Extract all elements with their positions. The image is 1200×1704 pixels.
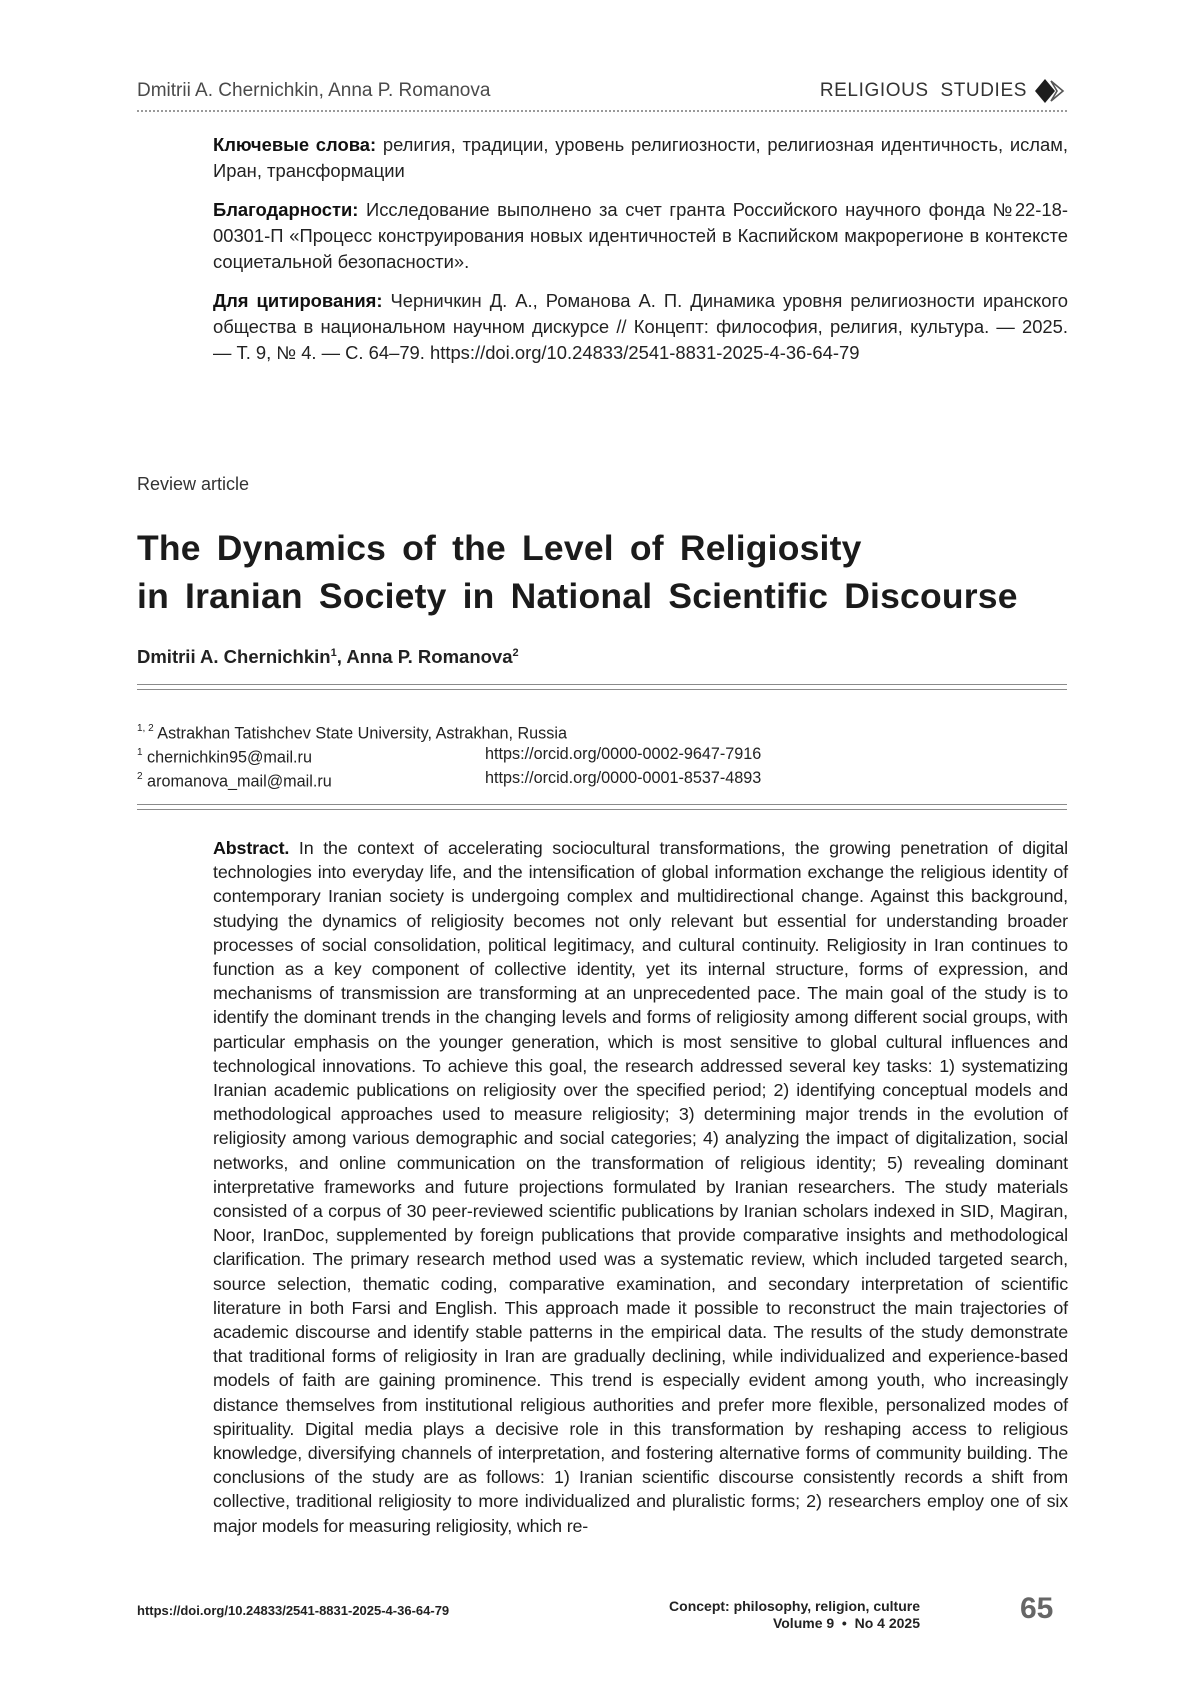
author-2-name: Anna P. Romanova xyxy=(346,646,513,667)
running-header-section: RELIGIOUS STUDIES xyxy=(819,80,1027,101)
author-1-sup: 1 xyxy=(330,646,337,659)
email-1-sup: 1 xyxy=(137,747,143,758)
author-2-sup: 2 xyxy=(512,646,519,659)
affiliation-text: Astrakhan Tatishchev State University, Astrakhan, Russia xyxy=(153,724,567,743)
author-2-contact xyxy=(137,766,1067,790)
citation-label: Для цитирования: xyxy=(213,290,383,311)
author-1-name: Dmitrii A. Chernichkin xyxy=(137,646,331,667)
title-line-2: in Iranian Society in National Scientific Discourse xyxy=(137,576,1018,616)
divider-top xyxy=(137,684,1067,690)
abstract xyxy=(213,836,1068,1538)
running-header-authors: Dmitrii A. Chernichkin, Anna P. Romanova xyxy=(137,80,491,101)
keywords-text: религия, традиции, уровень религиозности, религиозная идентичность, ислам, Иран, трансформации xyxy=(213,134,1068,181)
footer-journal-name: Concept: philosophy, religion, culture xyxy=(669,1598,920,1614)
abstract-text: In the context of accelerating sociocultural transformations, the growing penetration of digital technologies into everyday life, and the intensification of global information exchange the religious identity of contemporary Iranian society is undergoing complex and multidirectional change. Against this background, studying the dynamics of religiosity becomes not only relevant but essential for understanding broader processes of social consolidation, political legitimacy, and cultural continuity. Religiosity in Iran continues to function as a key component of collective identity, yet its internal structure, forms of expression, and mechanisms of transmission are transforming at an unprecedented pace. The main goal of the study is to identify the dominant trends in the changing levels and forms of religiosity among different social groups, with particular emphasis on the younger generation, which is most sensitive to global cultural influences and technological innovations. To achieve this goal, the research addressed several key tasks: 1) systematizing Iranian academic publications on religiosity over the specified period; 2) identifying conceptual models and methodological approaches used to measure religiosity; 3) determining major trends in the evolution of religiosity among various demographic and social categories; 4) analyzing the impact of digitalization, social networks, and online communication on the transformation of religious identity; 5) revealing dominant interpretative frameworks and future projections formulated by Iranian researchers. The study materials consisted of a corpus of 30 peer-reviewed scientific publications by Iranian scholars indexed in SID, Magiran, Noor, IranDoc, supplemented by foreign publications that provide comparative insights and methodological clarification. The primary research method used was a systematic review, which included targeted search, source selection, thematic coding, comparative examination, and secondary interpretation of scientific literature in both Farsi and English. This approach made it possible to reconstruct the main trajectories of academic discourse and identify stable patterns in the empirical data. The results of the study demonstrate that traditional forms of religiosity in Iran are gradually declining, while individualized and experience-based models of faith are gaining prominence. This trend is especially evident among youth, who increasingly distance themselves from institutional religious authorities and prefer more flexible, personalized modes of spirituality. Digital media plays a decisive role in this transformation by reshaping access to religious knowledge, diversifying channels of interpretation, and fostering alternative forms of community building. The conclusions of the study are as follows: 1) Iranian scientific discourse consistently records a shift from collective, traditional religiosity to more individualized and pluralistic forms; 2) researchers employ one of six major models for measuring religiosity, which re- xyxy=(213,838,1068,1536)
author-1-contact xyxy=(137,742,1067,766)
author-separator: , xyxy=(336,646,347,667)
affiliations xyxy=(137,718,1067,790)
author-list xyxy=(137,646,519,668)
acknowledgements-text: Исследование выполнено за счет гранта Российского научного фонда №22-18-00301-П «Процесс конструирования новых идентичностей в Каспийском макрорегионе в контексте социетальной безопасности». xyxy=(213,199,1068,272)
divider-bottom xyxy=(137,804,1067,810)
email-2-sup: 2 xyxy=(137,771,143,782)
running-header xyxy=(137,74,1067,112)
citation-text: Черничкин Д. А., Романова А. П. Динамика уровня религиозности иранского общества в национальном научном дискурсе // Концепт: философия, религия, культура. — 2025. — Т. 9, № 4. — С. 64–79. https://doi.org/10.24833/2541-8831-2025-4-36-64-79 xyxy=(213,290,1069,363)
abstract-label: Abstract. xyxy=(213,838,290,858)
affiliation-row xyxy=(137,718,1067,742)
acknowledgements-paragraph xyxy=(213,197,1068,275)
affiliation-sup: 1, 2 xyxy=(137,723,154,734)
orcid-2-link[interactable]: https://orcid.org/0000-0001-8537-4893 xyxy=(485,769,762,787)
keywords-paragraph xyxy=(213,132,1068,184)
keywords-label: Ключевые слова: xyxy=(213,134,377,155)
footer-journal xyxy=(620,1598,920,1632)
article-type: Review article xyxy=(137,474,250,494)
article-title xyxy=(137,524,1097,620)
email-1-link[interactable]: chernichkin95@mail.ru xyxy=(142,748,312,767)
footer-doi-link[interactable]: https://doi.org/10.24833/2541-8831-2025-4-36-64-79 xyxy=(137,1603,450,1618)
orcid-1-link[interactable]: https://orcid.org/0000-0002-9647-7916 xyxy=(485,745,762,763)
russian-metadata xyxy=(213,132,1068,379)
diamond-logo-icon xyxy=(1033,77,1065,105)
citation-paragraph xyxy=(213,288,1068,366)
title-line-1: The Dynamics of the Level of Religiosity xyxy=(137,528,862,568)
footer-issue: Volume 9 • No 4 2025 xyxy=(772,1615,920,1631)
acknowledgements-label: Благодарности: xyxy=(213,199,359,220)
page-number: 65 xyxy=(1020,1592,1054,1625)
email-2-link[interactable]: aromanova_mail@mail.ru xyxy=(142,772,332,791)
